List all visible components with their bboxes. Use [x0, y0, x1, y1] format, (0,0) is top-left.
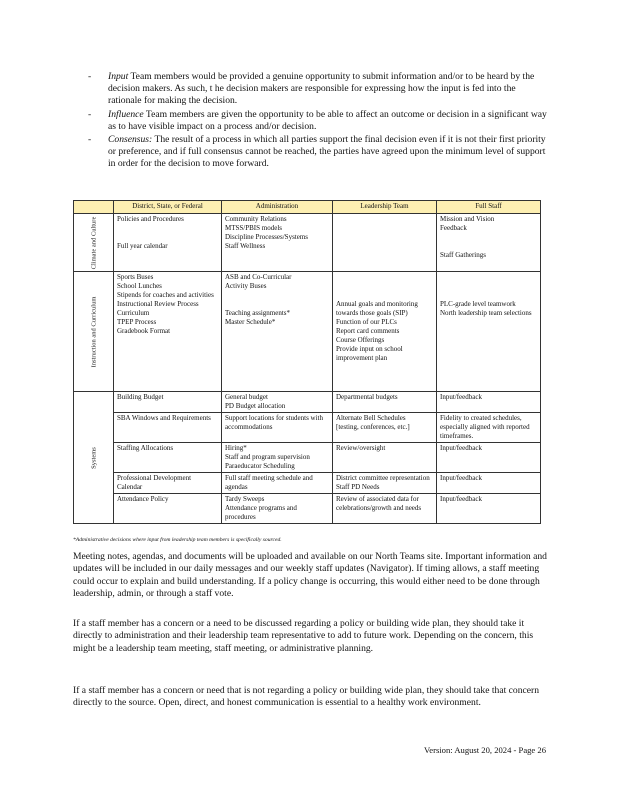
- paragraph-direct-concern: If a staff member has a concern or need that is not regarding a policy or building wide plan, they should take that concern directly to the source. Open, direct, and honest communication is essential to a healthy work environment.: [73, 685, 540, 709]
- table-cell: Review/oversight: [333, 443, 437, 473]
- table-cell: Support locations for students with accommodations: [222, 413, 333, 443]
- table-cell: Building Budget: [114, 392, 222, 413]
- table-cell: Input/feedback: [437, 443, 541, 473]
- table-row: [74, 413, 541, 443]
- table-footnote: *Administrative decisions where input from leadership team members is specifically sourced.: [73, 537, 282, 543]
- table-cell: General budget PD Budget allocation: [222, 392, 333, 413]
- table-cell: Review of associated data for celebrations/growth and needs: [333, 494, 437, 524]
- header-leadership-team: Leadership Team: [333, 201, 437, 214]
- table-row: [74, 443, 541, 473]
- definition-consensus: - Consensus: The result of a process in which all parties support the final decision even if it is not their first priority or preference, and if full consensus cannot be reached, the parties have agreed upon the minimum level of support in order for the decision to move forward.: [88, 134, 546, 170]
- header-full-staff: Full Staff: [437, 201, 541, 214]
- header-district: District, State, or Federal: [114, 201, 222, 214]
- table-cell: ASB and Co-Curricular Activity Buses Teaching assignments* Master Schedule*: [222, 272, 333, 392]
- table-cell: Attendance Policy: [114, 494, 222, 524]
- decision-matrix-table: [73, 200, 541, 524]
- table-cell: Professional Development Calendar: [114, 473, 222, 494]
- header-administration: Administration: [222, 201, 333, 214]
- table-row: [74, 494, 541, 524]
- table-row: [74, 392, 541, 413]
- table-cell: Departmental budgets: [333, 392, 437, 413]
- table-row: [74, 272, 541, 392]
- definition-input: - Input Team members would be provided a genuine opportunity to submit information and/or to be heard by the decision makers. As such, t he decision makers are responsible for expressing how the input is fed into the rationale for making the decision.: [88, 71, 535, 107]
- table-cell: SBA Windows and Requirements: [114, 413, 222, 443]
- table-cell: Input/feedback: [437, 494, 541, 524]
- term-consensus: Consensus:: [108, 134, 153, 146]
- table-cell: Mission and Vision Feedback Staff Gatherings: [437, 214, 541, 272]
- table-row: [74, 473, 541, 494]
- category-climate: Climate and Culture: [74, 214, 114, 272]
- table-row: [74, 214, 541, 272]
- table-cell: District committee representation Staff PD Needs: [333, 473, 437, 494]
- table-cell: Staffing Allocations: [114, 443, 222, 473]
- table-cell: [333, 214, 437, 272]
- table-cell: Fidelity to created schedules, especially aligned with reported timeframes.: [437, 413, 541, 443]
- definition-list: [88, 71, 550, 172]
- category-systems: Systems: [74, 392, 114, 524]
- term-input: Input: [108, 71, 129, 82]
- table-cell: Input/feedback: [437, 473, 541, 494]
- table-cell: Annual goals and monitoring towards those goals (SIP) Function of our PLCs Report card comments Course Offerings Provide input on school improvement plan: [333, 272, 437, 392]
- table-cell: Input/feedback: [437, 392, 541, 413]
- definition-influence: - Influence Team members are given the opportunity to be able to affect an outcome or decision in a significant way as to have visible impact on a process and/or decision.: [88, 108, 547, 132]
- table-cell: Alternate Bell Schedules [testing, conferences, etc.]: [333, 413, 437, 443]
- table-cell: Full staff meeting schedule and agendas: [222, 473, 333, 494]
- page-footer: Version: August 20, 2024 - Page 26: [424, 745, 546, 755]
- paragraph-communication: Meeting notes, agendas, and documents will be uploaded and available on our North Teams site. Important information and updates will be included in our daily messages and our weekly staff updates (Navigator). If timing allows, a staff meeting could occur to explain and build understanding. If a policy change is occurring, this would either need to be done through leadership, admin, or through a staff vote.: [73, 551, 547, 599]
- category-instruction: Instruction and Curriculum: [74, 272, 114, 392]
- term-influence: Influence: [108, 108, 144, 120]
- table-header-row: [74, 201, 541, 214]
- header-blank: [74, 201, 114, 214]
- table-cell: Sports Buses School Lunches Stipends for coaches and activities Instructional Review Process Curriculum TPEP Process Gradebook Format: [114, 272, 222, 392]
- table-cell: Community Relations MTSS/PBIS models Discipline Processes/Systems Staff Wellness: [222, 214, 333, 272]
- paragraph-policy-concern: If a staff member has a concern or a need to be discussed regarding a policy or building wide plan, they should take it directly to administration and their leadership team representative to add to future work. Depending on the concern, this might be a leadership team meeting, staff meeting, or administrative planning.: [73, 618, 534, 654]
- table-cell: Policies and Procedures Full year calendar: [114, 214, 222, 272]
- table-cell: PLC-grade level teamwork North leadership team selections: [437, 272, 541, 392]
- table-cell: Tardy Sweeps Attendance programs and procedures: [222, 494, 333, 524]
- table-cell: Hiring* Staff and program supervision Paraeducator Scheduling: [222, 443, 333, 473]
